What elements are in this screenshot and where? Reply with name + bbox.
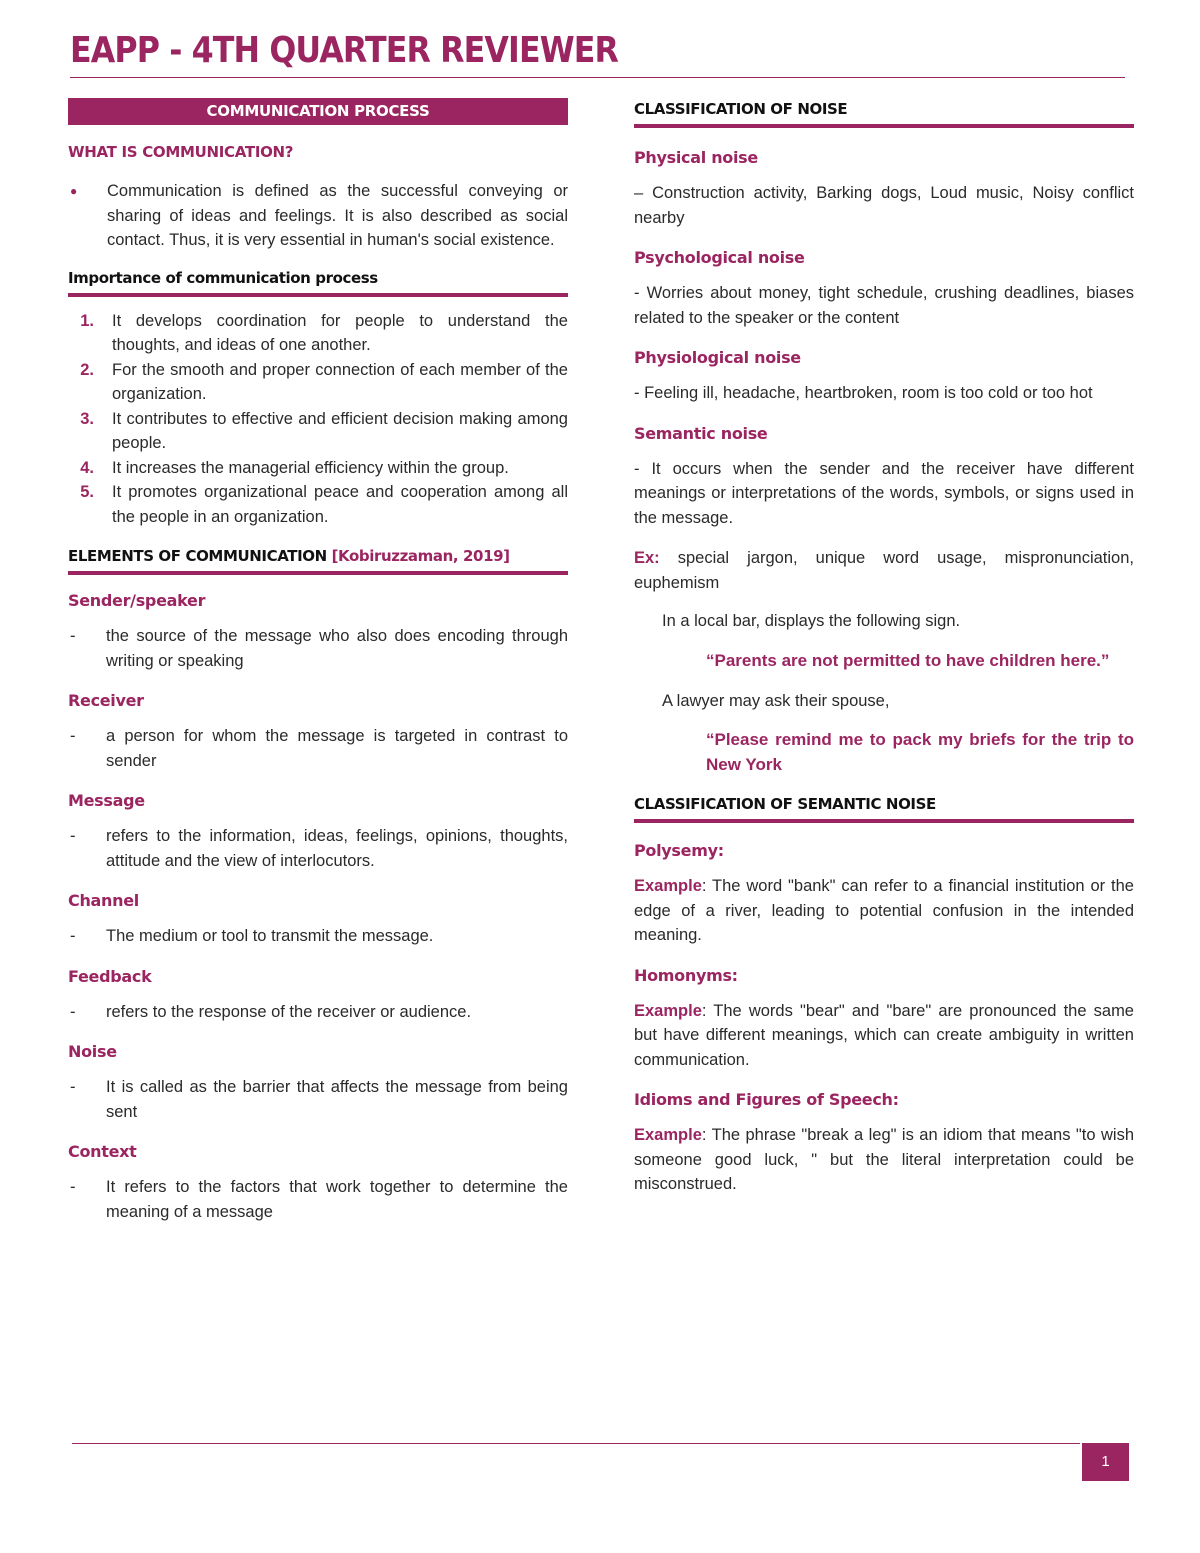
bullet-item [68, 179, 568, 253]
left-column [68, 98, 568, 1224]
bar-quote: “Parents are not permitted to have children here.” [706, 650, 1110, 670]
ex-label: Ex: [634, 549, 660, 567]
elements-citation: [Kobiruzzaman, 2019] [331, 547, 510, 565]
importance-heading: Importance of communication process [68, 269, 568, 297]
element-desc: The medium or tool to transmit the message. [106, 927, 434, 945]
element-block: Context - It refers to the factors that work together to determine the meaning of a message [68, 1142, 568, 1224]
physical-noise-text: – Construction activity, Barking dogs, Loud music, Noisy conflict nearby [634, 184, 1134, 227]
element-title: Context [68, 1142, 137, 1161]
example-line [634, 546, 1134, 595]
homonyms-title: Homonyms: [634, 965, 738, 985]
title-divider [70, 77, 1125, 78]
element-title: Sender/speaker [68, 591, 206, 610]
element-title: Message [68, 791, 145, 810]
element-block: Message - refers to the information, ideas, feelings, opinions, thoughts, attitude and the view of interlocutors. [68, 791, 568, 873]
element-title: Noise [68, 1042, 117, 1061]
element-title: Feedback [68, 966, 152, 986]
physiological-noise-title: Physiological noise [634, 348, 801, 367]
list-item: 2. For the smooth and proper connection of each member of the organization. [80, 360, 568, 403]
element-desc: It is called as the barrier that affects the message from being sent [106, 1078, 568, 1121]
element-desc: refers to the information, ideas, feelings, opinions, thoughts, attitude and the view of interlocutors. [106, 827, 568, 870]
polysemy-text: Example: The word "bank" can refer to a financial institution or the edge of a river, leading to potential confusion in the intended meaning. [634, 877, 1134, 944]
element-block: Noise - It is called as the barrier that affects the message from being sent [68, 1042, 568, 1124]
idioms-text: Example: The phrase "break a leg" is an idiom that means "to wish someone good luck, " but the literal interpretation could be misconstrued. [634, 1126, 1134, 1193]
element-desc: a person for whom the message is targeted in contrast to sender [106, 727, 568, 770]
right-column [634, 98, 1134, 1197]
list-item: 5. It promotes organizational peace and cooperation among all the people in an organization. [80, 483, 568, 526]
semantic-noise-title: Semantic noise [634, 423, 768, 443]
example-label: Example [634, 1126, 702, 1144]
polysemy-title: Polysemy: [634, 841, 724, 860]
bullet-icon: ● [70, 184, 78, 198]
semantic-noise-text: - It occurs when the sender and the receiver have different meanings or interpretations of the words, symbols, or signs used in the message. [634, 459, 1134, 527]
element-desc: It refers to the factors that work together to determine the meaning of a message [106, 1178, 568, 1221]
page-number: 1 [1082, 1443, 1129, 1481]
psychological-noise-text: - Worries about money, tight schedule, crushing deadlines, biases related to the speaker or the content [634, 284, 1134, 327]
element-title: Channel [68, 891, 139, 910]
what-text: Communication is defined as the successful conveying or sharing of ideas and feelings. It is also described as social contact. Thus, it is very essential in human's social existence. [107, 182, 568, 249]
element-block: Receiver - a person for whom the message is targeted in contrast to sender [68, 691, 568, 773]
idioms-title: Idioms and Figures of Speech: [634, 1090, 899, 1109]
psychological-noise-title: Psychological noise [634, 248, 805, 267]
elements-heading-text: ELEMENTS OF COMMUNICATION [68, 547, 327, 565]
elements-heading [68, 547, 568, 575]
footer-divider [72, 1443, 1080, 1444]
what-heading: WHAT IS COMMUNICATION? [68, 143, 294, 161]
element-title: Receiver [68, 691, 144, 710]
list-item: 3. It contributes to effective and efficient decision making among people. [80, 409, 568, 452]
element-block: Channel - The medium or tool to transmit the message. [68, 891, 568, 949]
ex-text: special jargon, unique word usage, mispronunciation, euphemism [634, 549, 1134, 592]
example-label: Example [634, 1001, 702, 1020]
lawyer-quote: “Please remind me to pack my briefs for the trip to New York [706, 730, 1134, 774]
element-desc: the source of the message who also does encoding through writing or speaking [106, 627, 568, 670]
list-item: 4. It increases the managerial efficiency within the group. [80, 458, 509, 477]
page-title: EAPP - 4TH QUARTER REVIEWER [70, 30, 619, 71]
element-block: Sender/speaker - the source of the message who also does encoding through writing or speaking [68, 591, 568, 673]
importance-list [68, 309, 568, 530]
lawyer-intro: A lawyer may ask their spouse, [662, 691, 890, 710]
example-label: Example [634, 877, 702, 895]
list-item: 1. It develops coordination for people to understand the thoughts, and ideas of one another. [80, 311, 568, 354]
section-banner: COMMUNICATION PROCESS [68, 98, 568, 125]
element-desc: refers to the response of the receiver or audience. [106, 1002, 472, 1021]
noise-heading: CLASSIFICATION OF NOISE [634, 98, 1134, 128]
physiological-noise-text: - Feeling ill, headache, heartbroken, room is too cold or too hot [634, 384, 1093, 402]
bar-intro: In a local bar, displays the following sign. [662, 612, 961, 630]
physical-noise-title: Physical noise [634, 148, 758, 167]
element-block: Feedback - refers to the response of the receiver or audience. [68, 967, 568, 1025]
semantic-noise-heading: CLASSIFICATION OF SEMANTIC NOISE [634, 795, 1134, 823]
homonyms-text: Example: The words "bear" and "bare" are pronounced the same but have different meanings, which can create ambiguity in written communication. [634, 1001, 1134, 1069]
